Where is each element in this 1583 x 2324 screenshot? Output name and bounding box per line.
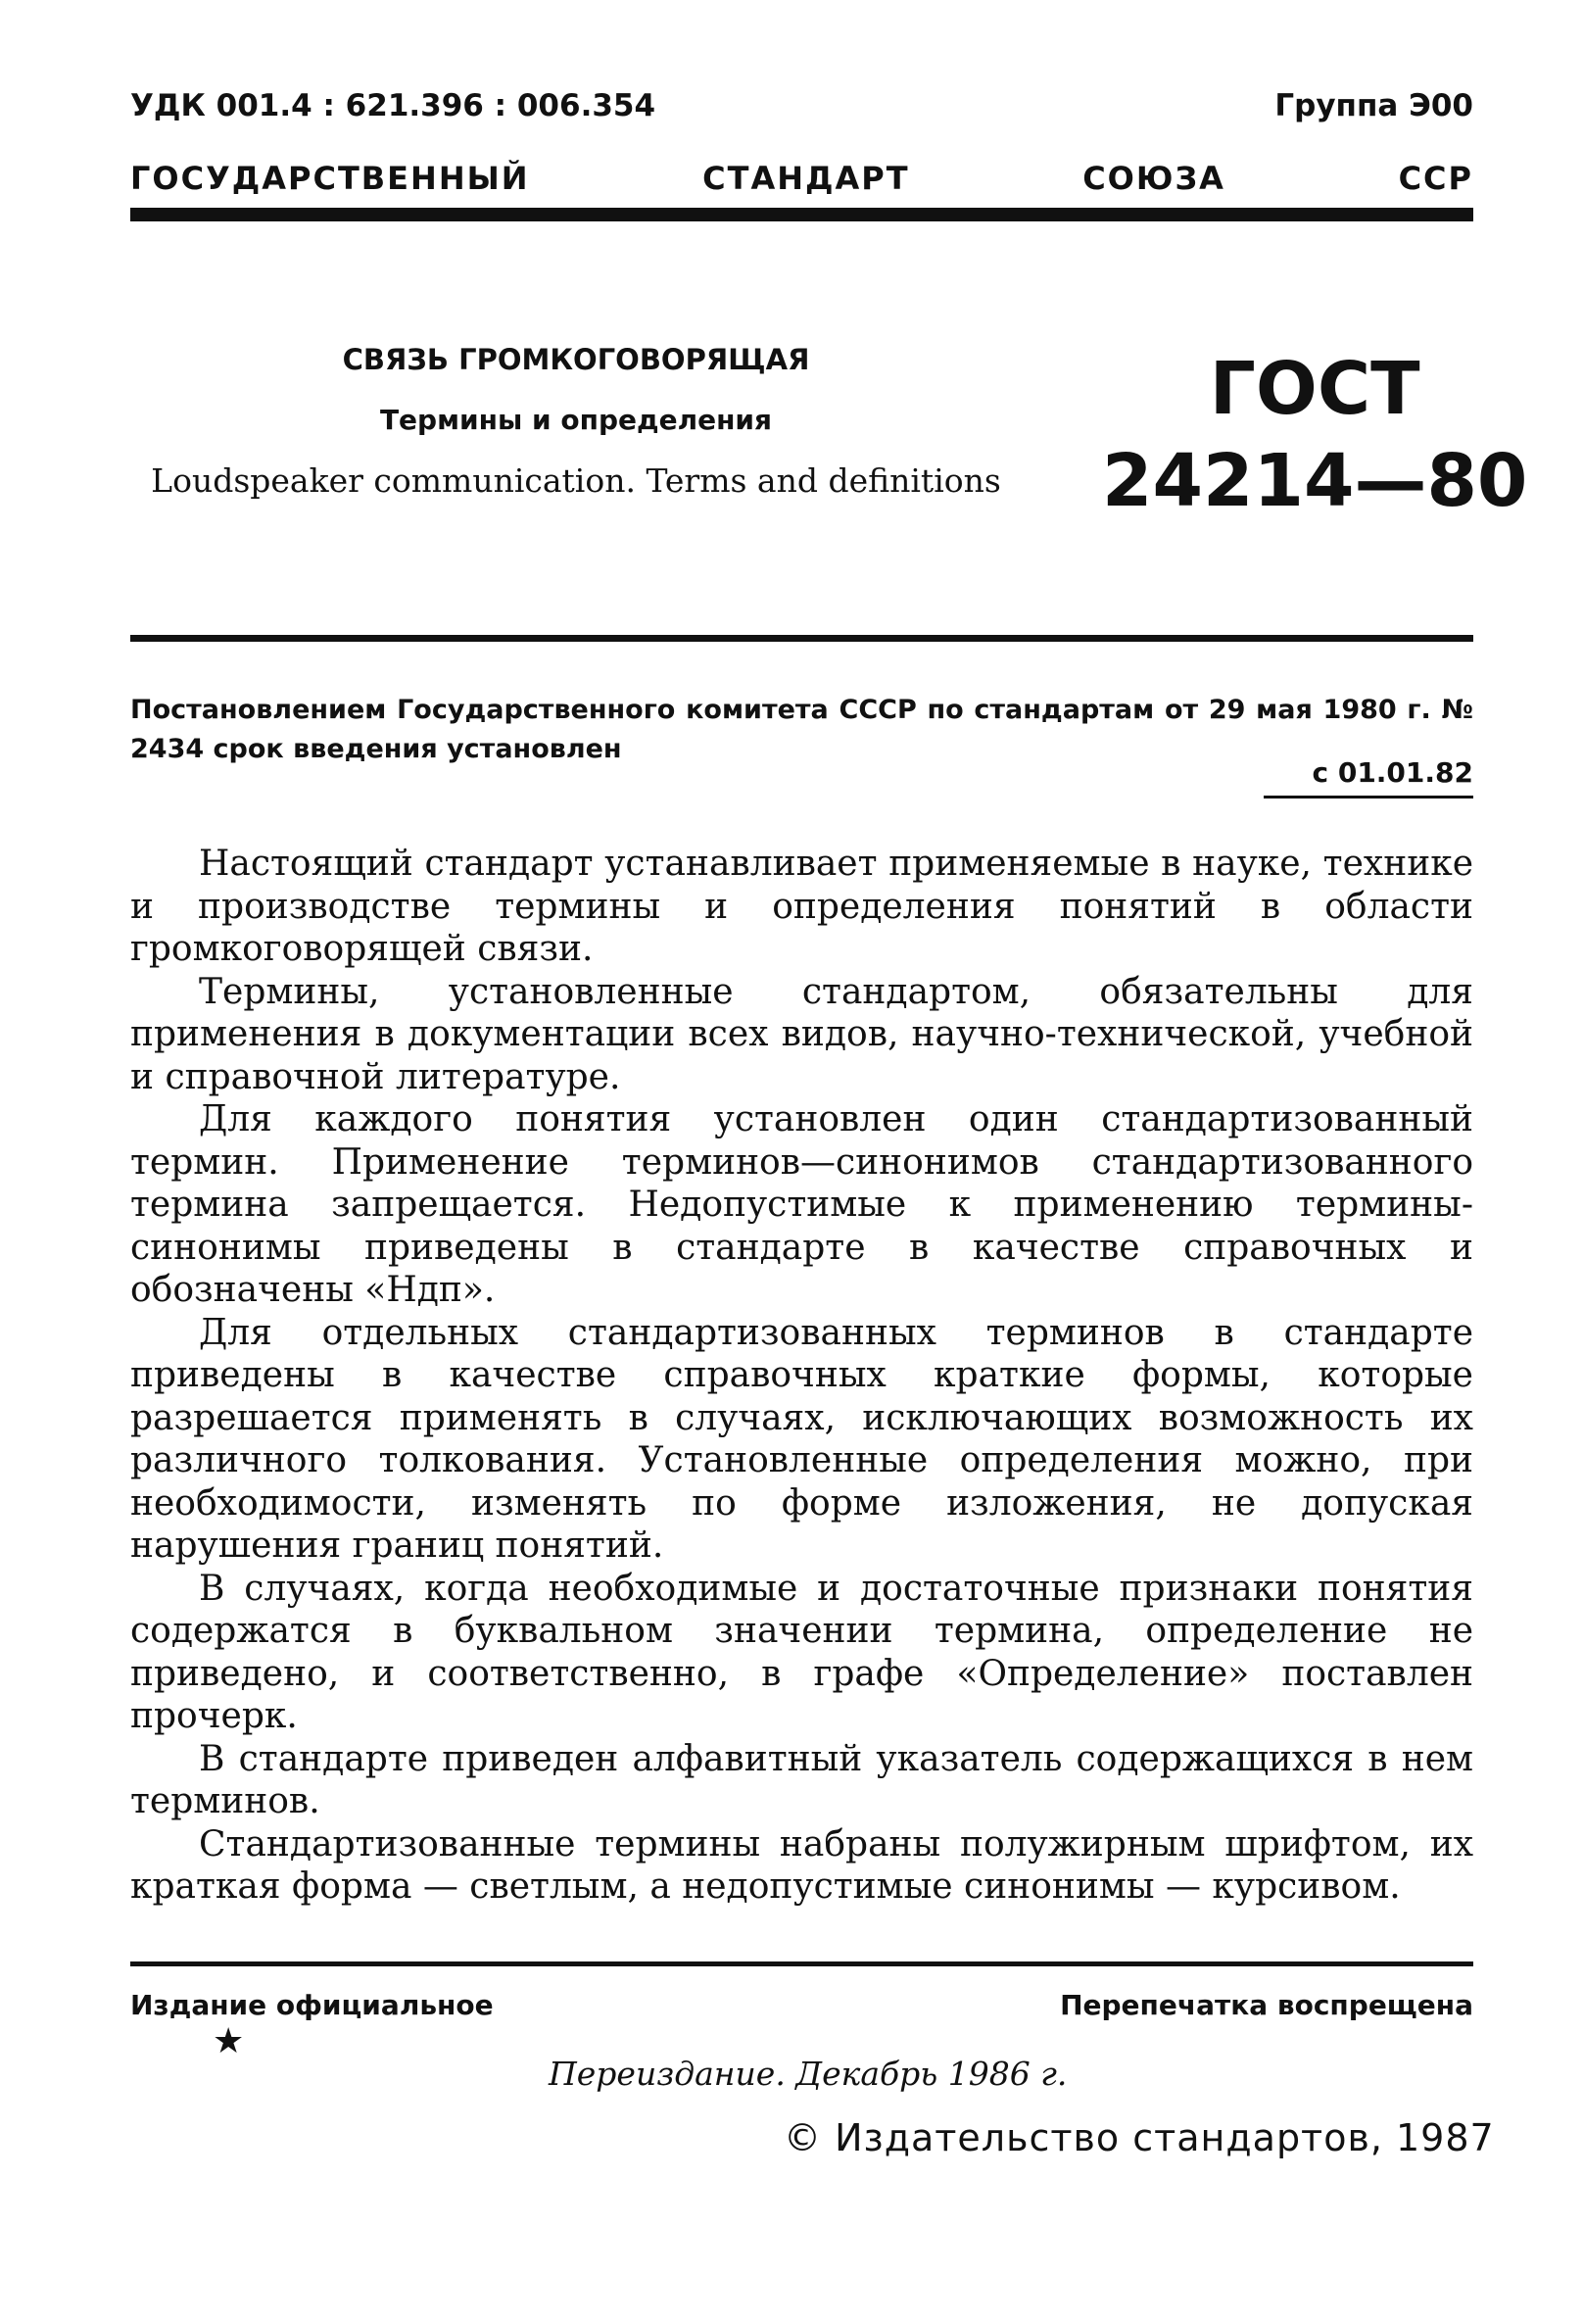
reprint-prohibited: Перепечатка воспрещена xyxy=(1060,1989,1473,2021)
title-rule xyxy=(130,635,1473,642)
english-title: Loudspeaker communication. Terms and definitions xyxy=(151,461,1001,500)
paragraph: В стандарте приведен алфавитный указатель содержащихся в нем терминов. xyxy=(130,1738,1473,1821)
star-icon: ★ xyxy=(213,2021,245,2061)
footer-rule xyxy=(130,1961,1473,1966)
document-title: СВЯЗЬ ГРОМКОГОВОРЯЩАЯ xyxy=(342,343,810,376)
document-subtitle: Термины и определения xyxy=(379,404,773,436)
effective-date-underline xyxy=(1264,796,1473,799)
gost-label: ГОСТ xyxy=(1209,347,1420,431)
title-block xyxy=(130,343,1022,500)
state-standard-banner xyxy=(130,160,1473,197)
official-edition: Издание официальное xyxy=(130,1989,494,2021)
paragraph: Настоящий стандарт устанавливает применяемые в науке, технике и производстве термины и определения понятий в области громкоговорящей связи. xyxy=(130,844,1473,969)
banner-word: ГОСУДАРСТВЕННЫЙ xyxy=(130,160,530,197)
header-rule xyxy=(130,208,1473,221)
banner-word: СТАНДАРТ xyxy=(702,160,910,197)
udk-code: УДК 001.4 : 621.396 : 006.354 xyxy=(130,88,656,123)
paragraph: Для отдельных стандартизованных терминов в стандарте приведены в качестве справочных краткие формы, которые разрешается применять в случаях, исключающих возможность их различного толкования. Установленные определения можно, при необходимости, изменять по форме изложения, не допуская нарушения границ понятий. xyxy=(130,1312,1473,1566)
gost-number: 24214—80 xyxy=(1102,439,1528,523)
banner-word: ССР xyxy=(1398,160,1473,197)
group-code: Группа Э00 xyxy=(1274,88,1473,123)
paragraph: Термины, установленные стандартом, обязательны для применения в документации всех видов, научно-технической, учебной и справочной литературе. xyxy=(130,971,1473,1097)
paragraph: Для каждого понятия установлен один стандартизованный термин. Применение терминов—синонимов стандартизованного термина запрещается. Недопустимые к применению термины-синонимы приведены в стандарте в качестве справочных и обозначены «Ндп». xyxy=(130,1099,1473,1310)
banner-word: СОЮЗА xyxy=(1082,160,1225,197)
copyright: © Издательство стандартов, 1987 xyxy=(784,2116,1495,2159)
paragraph: В случаях, когда необходимые и достаточные признаки понятия содержатся в буквальном значении термина, определение не приведено, и соответственно, в графе «Определение» поставлен прочерк. xyxy=(130,1568,1473,1736)
effective-date: с 01.01.82 xyxy=(1312,756,1473,789)
paragraph: Стандартизованные термины набраны полужирным шрифтом, их краткая форма — светлым, а недопустимые синонимы — курсивом. xyxy=(130,1823,1473,1907)
body-text xyxy=(130,843,1473,1909)
decree-text: Постановлением Государственного комитета СССР по стандартам от 29 мая 1980 г. № 2434 срок введения установлен xyxy=(130,695,1473,764)
reissue-note: Переиздание. Декабрь 1986 г. xyxy=(549,2055,1068,2093)
gost-designation xyxy=(1102,343,1527,527)
